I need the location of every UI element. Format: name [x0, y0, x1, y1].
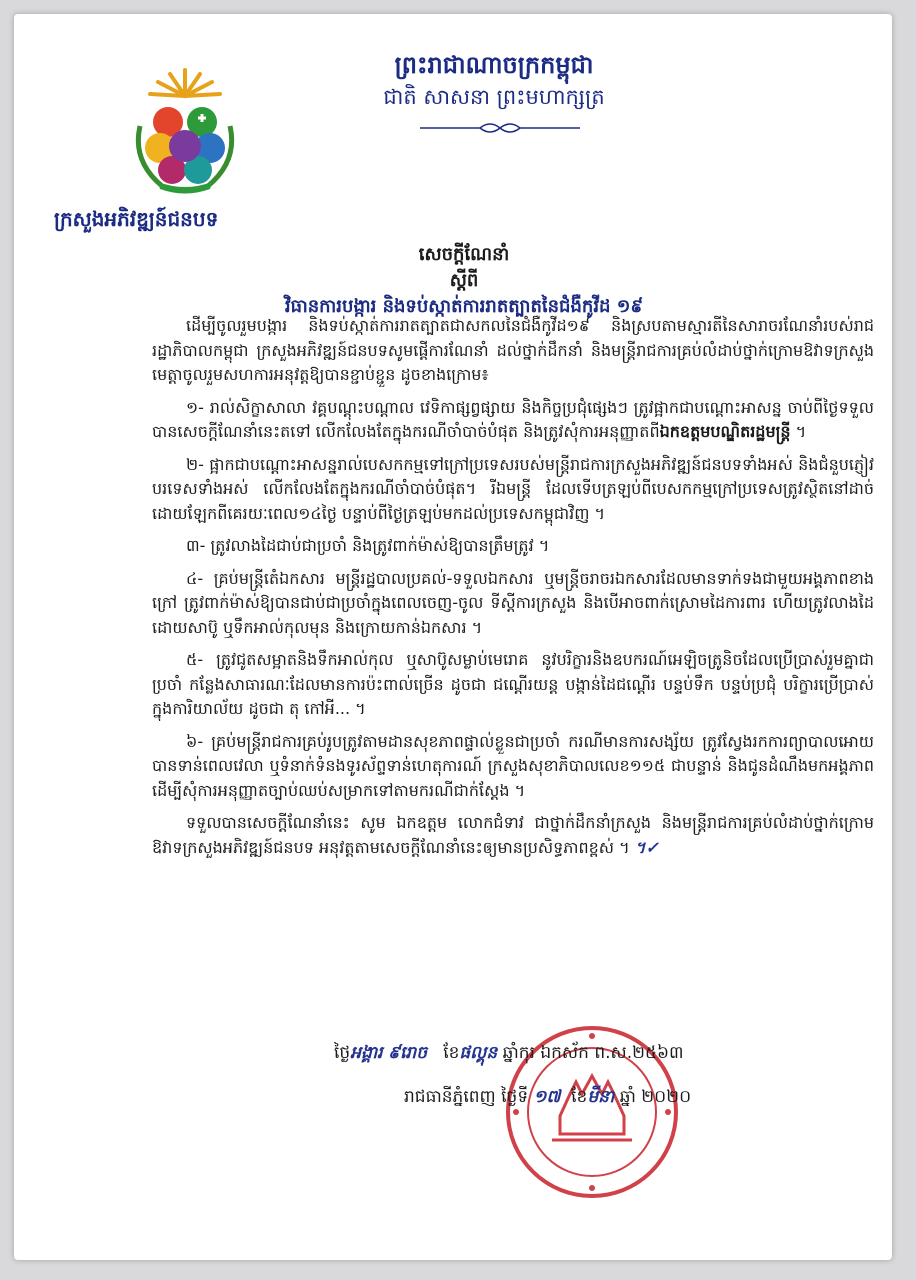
document-page: [14, 14, 892, 1260]
solar-suffix: ឆ្នាំ ២០២០: [619, 1087, 692, 1107]
kingdom-heading: ព្រះរាជាណាចក្រកម្ពុជា: [394, 51, 594, 79]
lunar-date: [334, 1042, 854, 1067]
item-1-bold: ឯកឧត្តមបណ្ឌិតរដ្ឋមន្ត្រី: [659, 422, 791, 441]
item-1-text: ១- រាល់សិក្ខាសាលា វគ្គបណ្តុះបណ្តាល វេទិកាផ្សព្វផ្សាយ និងកិច្ចប្រជុំផ្សេងៗ ត្រូវផ្អាកជាបណ្តោះអាសន្ន ចាប់ពីថ្ងៃទទួលបានសេចក្តីណែនាំនេះតទៅ លើកលែងតែក្នុងករណីចាំបាច់បំផុត និងត្រូវសុំការអនុញ្ញាតពី: [152, 397, 874, 441]
lunar-prefix: ថ្ងៃ: [334, 1043, 351, 1063]
lunar-month: ផល្គុន: [459, 1043, 498, 1063]
solar-date: [404, 1086, 824, 1111]
national-motto: ជាតិ សាសនា ព្រះមហាក្សត្រ: [383, 85, 605, 109]
solar-prefix: រាជធានីភ្នំពេញ ថ្ងៃទី: [404, 1087, 529, 1107]
handwritten-mark: ។✓: [634, 837, 659, 857]
item-1-end: ។: [790, 422, 807, 441]
solar-day: ១៧: [533, 1087, 561, 1107]
item-2: ២- ផ្អាកជាបណ្តោះអាសន្នរាល់បេសកកម្មទៅក្រៅប្រទេសរបស់មន្ត្រីរាជការក្រសួងអភិវឌ្ឍន៍ជនបទទាំងអស់ និងជំនួបភ្ញៀវបរទេសទាំងអស់ លើកលែងតែក្នុងករណីចាំបាច់បំផុត។ រីឯមន្ត្រី ដែលទើបត្រឡប់ពីបេសកកម្មក្រៅប្រទេសត្រូវស្ថិតនៅដាច់ដោយឡែកពីគេរយៈពេល១៤ថ្ងៃ បន្ទាប់ពីថ្ងៃត្រឡប់មកដល់ប្រទេសកម្ពុជាវិញ ។: [152, 454, 874, 523]
item-6: ៦- គ្រប់មន្ត្រីរាជការគ្រប់រូបត្រូវតាមដានសុខភាពផ្ទាល់ខ្លួនជាប្រចាំ ករណីមានការសង្ស័យ ត្រូវស្វែងរកការព្យាបាលអោយបានទាន់ពេលវេលា ឬទំនាក់ទំនងទូរស័ព្ទទាន់ហេតុការណ៍ ក្រសួងសុខាភិបាលលេខ១១៥ ជាបន្ទាន់ និងជូនដំណឹងមកអង្គភាពដើម្បីសុំការអនុញ្ញាតច្បាប់ឈប់សម្រាកទៅតាមករណីជាក់ស្តែង ។: [152, 731, 874, 800]
document-body: [152, 314, 874, 868]
title-line-1: សេចក្តីណែនាំ: [418, 244, 510, 265]
item-1: [152, 396, 874, 445]
solar-month: មីនា: [587, 1087, 615, 1107]
title-line-2: ស្តីពី: [449, 270, 479, 291]
item-4: ៤- គ្រប់មន្ត្រីតេំឯកសារ មន្ត្រីរដ្ឋបាលប្រគល់-ទទួលឯកសារ ឬមន្ត្រីចរាចរឯកសារដែលមានទាក់ទងជាមួយអង្គភាពខាងក្រៅ ត្រូវពាក់ម៉ាស់ឱ្យបានជាប់ជាប្រចាំក្នុងពេលចេញ-ចូល ទីស្តីការក្រសួង និងបើអាចពាក់ស្រោមដៃការពារ ហើយត្រូវលាងដៃដោយសាប៊ូ ឬទឹកអាល់កុលមុន និងក្រោយកាន់ឯកសារ ។: [152, 568, 874, 637]
lunar-day-name: អង្គារ: [350, 1043, 383, 1063]
item-3: ៣- ត្រូវលាងដៃជាប់ជាប្រចាំ និងត្រូវពាក់ម៉ាស់ឱ្យបានត្រឹមត្រូវ ។: [186, 536, 550, 555]
closing-text: ទទួលបានសេចក្តីណែនាំនេះ សូម ឯកឧត្តម លោកជំទាវ ជាថ្នាក់ដឹកនាំក្រសួង និងមន្ត្រីរាជការគ្រប់លំដាប់ថ្នាក់ក្រោមឱវាទក្រសួងអភិវឌ្ឍន៍ជនបទ អនុវត្តតាមសេចក្តីណែនាំនេះឲ្យមានប្រសិទ្ធភាពខ្ពស់ ។: [152, 813, 874, 857]
ministry-emblem-icon: [110, 56, 260, 206]
divider-ornament-icon: [410, 120, 590, 136]
title-line-3: វិធានការបង្ការ និងទប់ស្កាត់ការរាតត្បាតនៃជំងឺកូវីដ ១៩: [284, 296, 644, 317]
item-5: ៥- ត្រូវជូតសម្អាតនិងទឹកអាល់កុល ឬសាប៊ូសម្លាប់មេរោគ នូវបរិក្ខារនិងឧបករណ៍អេឡិចត្រូនិចដែលប្រើប្រាស់រួមគ្នាជាប្រចាំ កន្លែងសាធារណៈដែលមានការប៉ះពាល់ច្រើន ដូចជា ជណ្តើរយន្ត បង្កាន់ដៃជណ្តើរ បន្ទប់ទឹក បន្ទប់ប្រជុំ បរិក្ខារប្រើប្រាស់ក្នុងការិយាល័យ ដូចជា តុ កៅអី... ។: [152, 650, 874, 718]
lunar-suffix: ឆ្នាំកុរ ឯកស័ក ព.ស.២៥៦៣: [502, 1043, 684, 1063]
solar-month-prefix: ខែ: [571, 1087, 588, 1107]
lunar-day: ៩រោច: [387, 1043, 427, 1063]
ministry-name: ក្រសួងអភិវឌ្ឍន៍ជនបទ: [54, 207, 219, 231]
closing-paragraph: [152, 811, 874, 860]
lunar-month-prefix: ខែ: [443, 1043, 460, 1063]
intro-paragraph: ដើម្បីចូលរួមបង្ការ និងទប់ស្កាត់ការរាតត្បាតជាសកលនៃជំងឺកូវីដ១៩ និងស្របតាមស្មារតីនៃសារាចរណែនាំរបស់រាជរដ្ឋាភិបាលកម្ពុជា ក្រសួងអភិវឌ្ឍន៍ជនបទសូមផ្តើការណែនាំ ដល់ថ្នាក់ដឹកនាំ និងមន្ត្រីរាជការគ្រប់លំដាប់ថ្នាក់ក្រោមឱវាទក្រសួង មេត្តាចូលរួមសហការអនុវត្តឱ្យបានខ្ជាប់ខ្ជួន ដូចខាងក្រោម៖: [152, 316, 874, 384]
document-title: [114, 242, 814, 320]
